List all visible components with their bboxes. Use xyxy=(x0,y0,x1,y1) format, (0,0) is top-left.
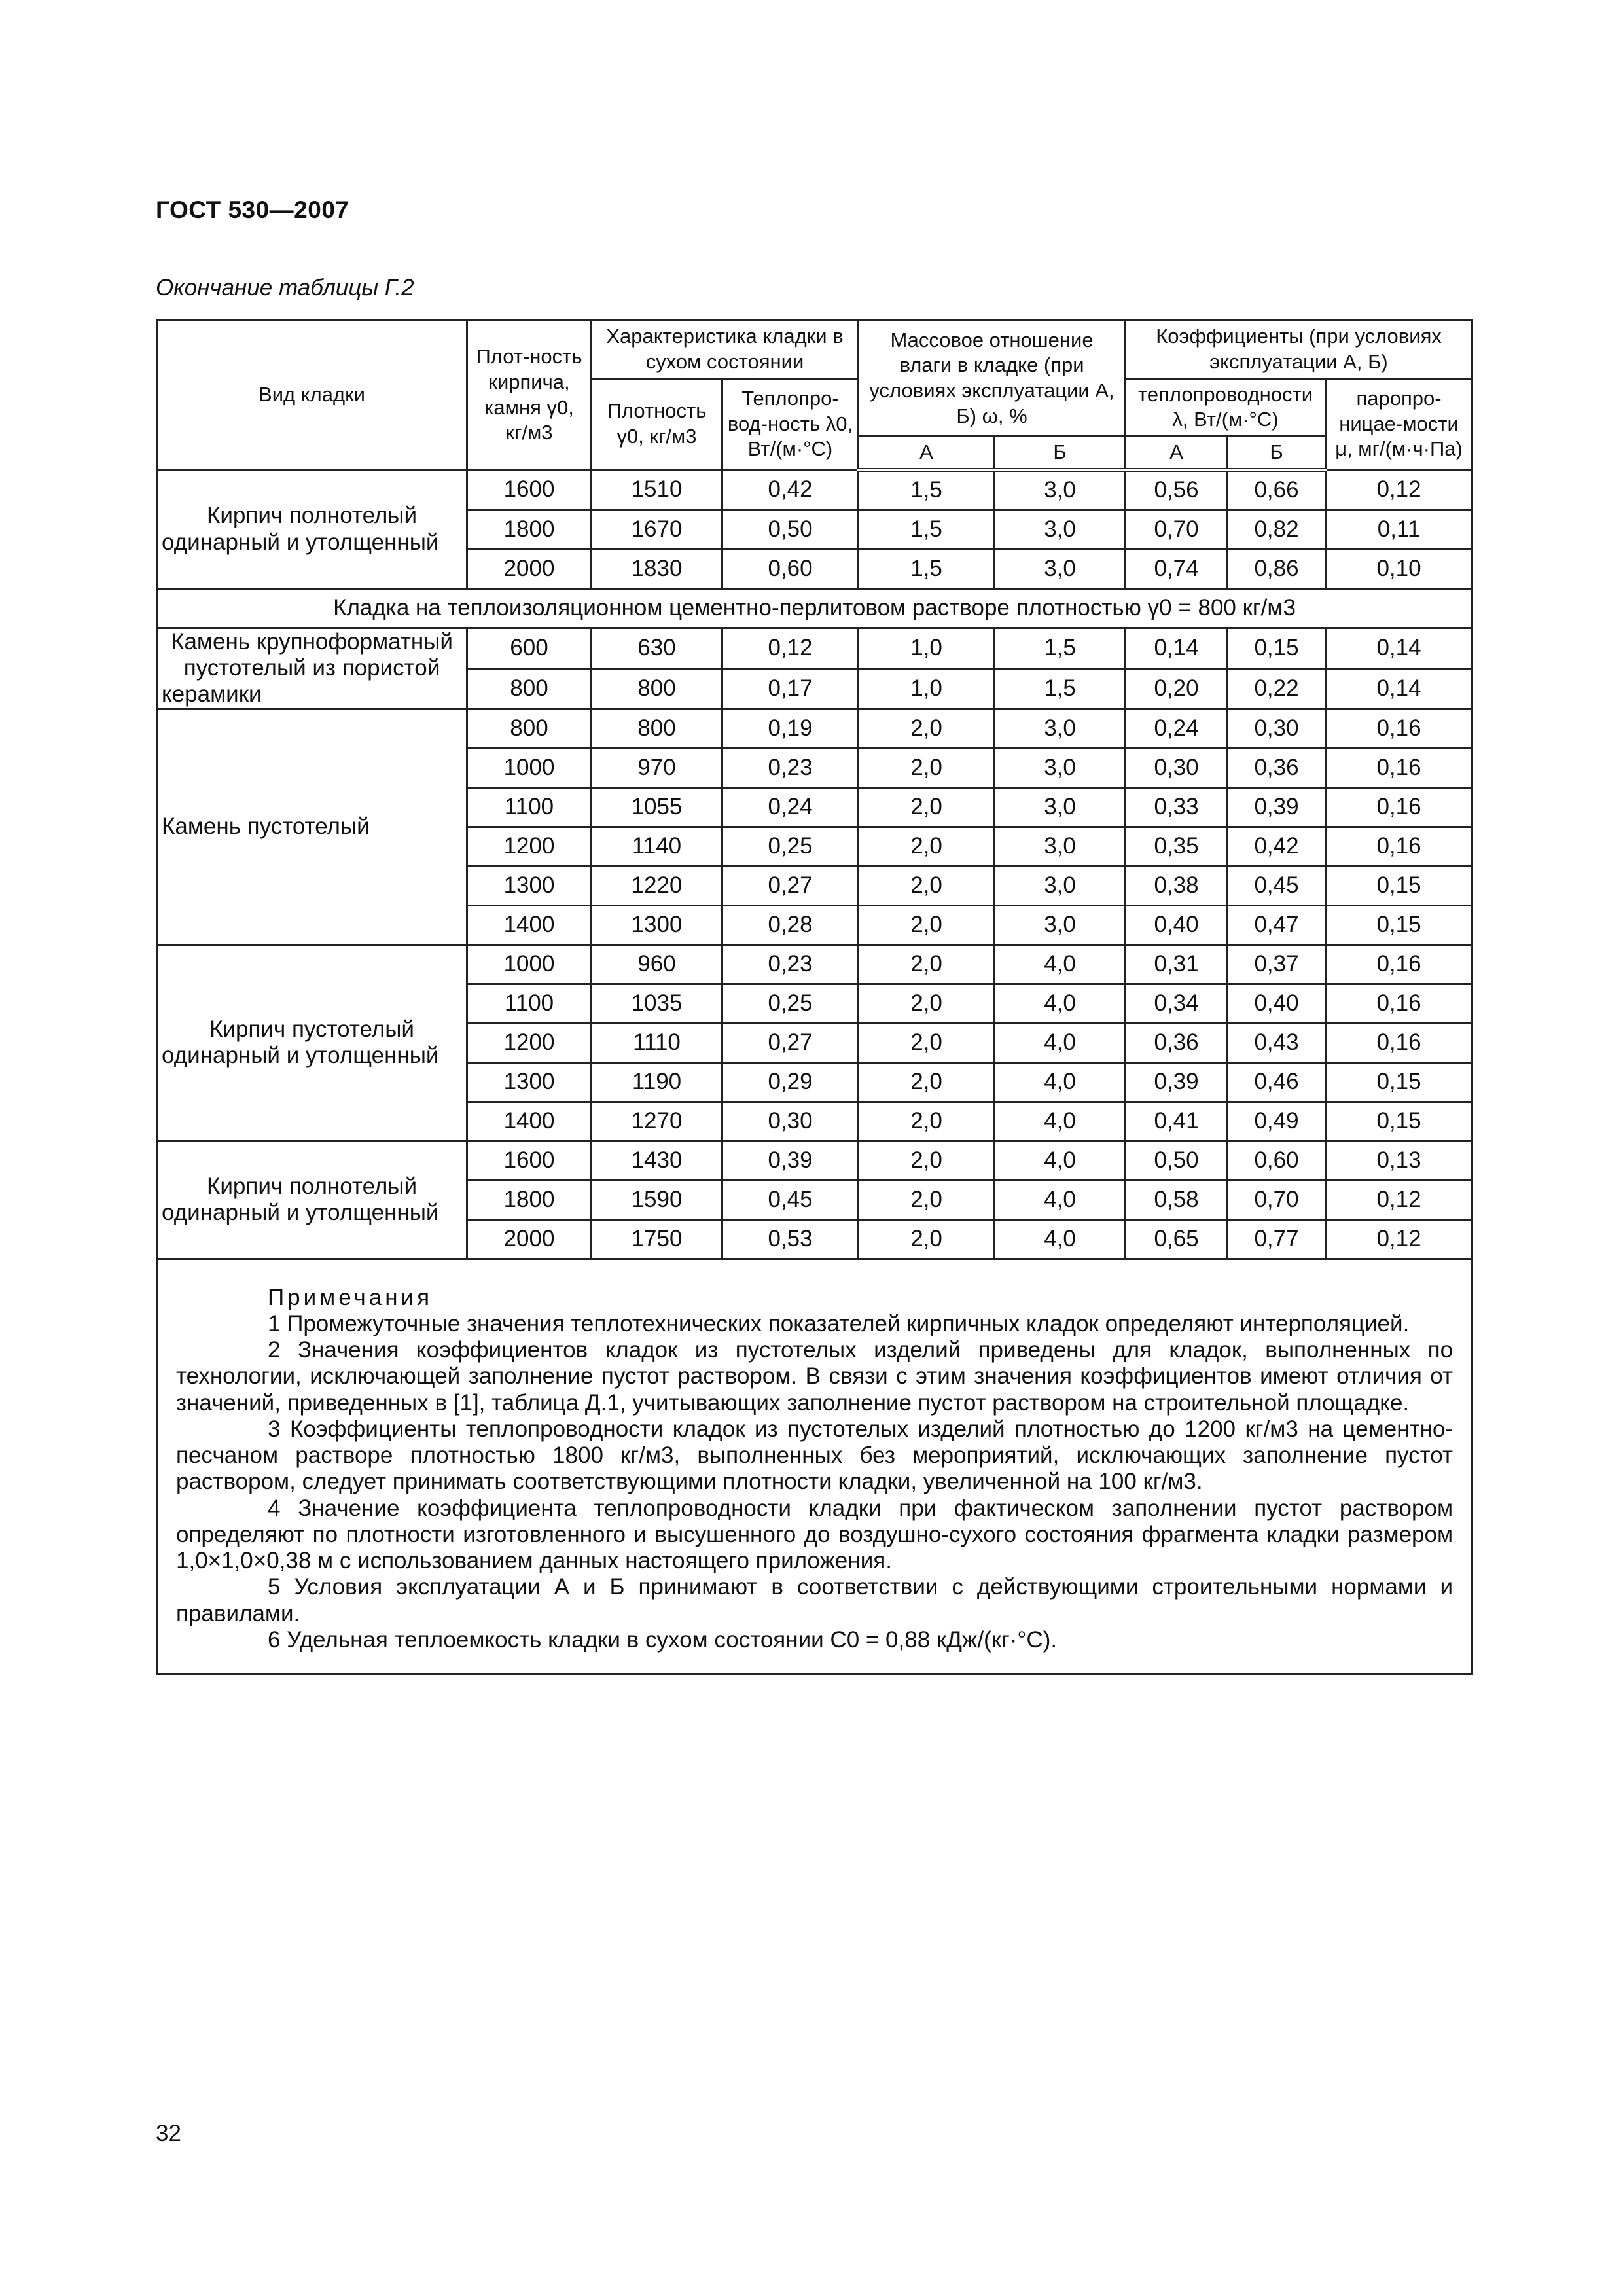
table-cell: 0,35 xyxy=(1126,827,1228,866)
table-cell: 3,0 xyxy=(995,905,1126,944)
table-cell: 0,27 xyxy=(722,1023,859,1062)
table-cell: 4,0 xyxy=(995,1141,1126,1180)
head-vapor: паропро-ницае-мости μ, мг/(м·ч·Па) xyxy=(1326,378,1472,470)
table-cell: 1590 xyxy=(592,1180,722,1219)
table-cell: 1035 xyxy=(592,984,722,1023)
table-cell: 0,50 xyxy=(1126,1141,1228,1180)
span-row xyxy=(157,588,1472,628)
table-cell: 2000 xyxy=(467,1219,592,1259)
head-conductivity: теплопроводности λ, Вт/(м·°С) xyxy=(1126,378,1326,437)
table-cell: 4,0 xyxy=(995,1180,1126,1219)
table-cell: 0,14 xyxy=(1326,668,1472,709)
table-cell: 0,22 xyxy=(1228,668,1326,709)
table-cell: 0,16 xyxy=(1326,984,1472,1023)
table-cell: 3,0 xyxy=(995,709,1126,748)
table-cell: 0,25 xyxy=(722,984,859,1023)
table-cell: 1,5 xyxy=(995,668,1126,709)
head-moisture-b: Б xyxy=(995,437,1126,470)
table-cell: 0,74 xyxy=(1126,549,1228,588)
table-cell: 0,86 xyxy=(1228,549,1326,588)
table-cell: 800 xyxy=(467,668,592,709)
table-cell: 1000 xyxy=(467,944,592,984)
table-cell: 1800 xyxy=(467,510,592,549)
note-3: 3 Коэффициенты теплопроводности кладок из пустотелых изделий плотностью до 1200 кг/м3 на цементно-песчаном растворе плотностью 1800 кг/м3, выполненных без мероприятий, исключающих заполнение пустот раствором, следует принимать соответствующими плотности кладки, увеличенной на 100 кг/м3. xyxy=(176,1416,1454,1495)
table-cell: 0,45 xyxy=(722,1180,859,1219)
table-cell: 3,0 xyxy=(995,827,1126,866)
table-cell: 1000 xyxy=(467,748,592,787)
table-cell: 0,37 xyxy=(1228,944,1326,984)
table-cell: 0,16 xyxy=(1326,944,1472,984)
table-cell: 0,15 xyxy=(1228,628,1326,668)
table-cell: 0,65 xyxy=(1126,1219,1228,1259)
table-cell: 0,23 xyxy=(722,944,859,984)
masonry-kind: Кирпич полнотелый одинарный и утолщенный xyxy=(157,470,467,589)
table-cell: 0,11 xyxy=(1326,510,1472,549)
table-cell: 0,24 xyxy=(722,787,859,827)
table-cell: 0,70 xyxy=(1126,510,1228,549)
table-cell: 0,16 xyxy=(1326,748,1472,787)
table-row xyxy=(157,709,1472,748)
table-cell: 0,39 xyxy=(1126,1062,1228,1102)
table-cell: 1200 xyxy=(467,827,592,866)
table-cell: 1,5 xyxy=(995,628,1126,668)
table-cell: 0,41 xyxy=(1126,1102,1228,1141)
head-dry-conductivity: Теплопро-вод-ность λ0, Вт/(м·°С) xyxy=(722,378,859,470)
table-cell: 1100 xyxy=(467,984,592,1023)
table-cell: 1110 xyxy=(592,1023,722,1062)
table-cell: 0,77 xyxy=(1228,1219,1326,1259)
table-cell: 3,0 xyxy=(995,787,1126,827)
table-cell: 0,13 xyxy=(1326,1141,1472,1180)
table-cell: 4,0 xyxy=(995,1219,1126,1259)
table-row xyxy=(157,944,1472,984)
table-cell: 0,15 xyxy=(1326,1062,1472,1102)
table-cell: 0,50 xyxy=(722,510,859,549)
masonry-kind: Кирпич полнотелый одинарный и утолщенный xyxy=(157,1141,467,1259)
table-caption: Окончание таблицы Г.2 xyxy=(156,275,414,300)
table-cell: 0,46 xyxy=(1228,1062,1326,1102)
table-cell: 3,0 xyxy=(995,470,1126,511)
table-cell: 1400 xyxy=(467,905,592,944)
table-cell: 0,31 xyxy=(1126,944,1228,984)
table-row xyxy=(157,628,1472,668)
table-cell: 0,49 xyxy=(1228,1102,1326,1141)
table-cell: 0,16 xyxy=(1326,709,1472,748)
table-cell: 0,70 xyxy=(1228,1180,1326,1219)
table-cell: 1600 xyxy=(467,470,592,511)
table-cell: 2,0 xyxy=(859,1062,995,1102)
table-cell: 2000 xyxy=(467,549,592,588)
table-cell: 1100 xyxy=(467,787,592,827)
table-row xyxy=(157,1141,1472,1180)
table-cell: 1800 xyxy=(467,1180,592,1219)
masonry-kind: Кирпич пустотелый одинарный и утолщенный xyxy=(157,944,467,1141)
table-cell: 3,0 xyxy=(995,866,1126,905)
table-cell: 4,0 xyxy=(995,1062,1126,1102)
table-cell: 1830 xyxy=(592,549,722,588)
table-cell: 0,23 xyxy=(722,748,859,787)
table-cell: 1600 xyxy=(467,1141,592,1180)
table-cell: 0,66 xyxy=(1228,470,1326,511)
note-5: 5 Условия эксплуатации А и Б принимают в соответствии с действующими строительными нормами и правилами. xyxy=(176,1574,1454,1626)
table-cell: 630 xyxy=(592,628,722,668)
table-cell: 800 xyxy=(467,709,592,748)
table-cell: 0,28 xyxy=(722,905,859,944)
table-cell: 2,0 xyxy=(859,905,995,944)
table-cell: 4,0 xyxy=(995,984,1126,1023)
span-row-text: Кладка на теплоизоляционном цементно-перлитовом растворе плотностью γ0 = 800 кг/м3 xyxy=(157,588,1472,628)
table-cell: 1400 xyxy=(467,1102,592,1141)
table-cell: 1270 xyxy=(592,1102,722,1141)
head-cond-a: А xyxy=(1126,437,1228,470)
table-cell: 2,0 xyxy=(859,709,995,748)
table-cell: 0,14 xyxy=(1326,628,1472,668)
table-cell: 0,19 xyxy=(722,709,859,748)
table-row xyxy=(157,470,1472,511)
table-cell: 0,42 xyxy=(722,470,859,511)
table-cell: 1,5 xyxy=(859,510,995,549)
note-6: 6 Удельная теплоемкость кладки в сухом состоянии С0 = 0,88 кДж/(кг·°С). xyxy=(268,1626,1058,1653)
notes-box xyxy=(157,1259,1472,1674)
table-cell: 1055 xyxy=(592,787,722,827)
table-cell: 1190 xyxy=(592,1062,722,1102)
table-cell: 2,0 xyxy=(859,748,995,787)
table-cell: 0,56 xyxy=(1126,470,1228,511)
table-cell: 0,53 xyxy=(722,1219,859,1259)
table-cell: 0,16 xyxy=(1326,1023,1472,1062)
masonry-kind: Камень крупноформатный пустотелый из пористой керамики xyxy=(157,628,467,709)
table-cell: 0,42 xyxy=(1228,827,1326,866)
table-cell: 0,12 xyxy=(722,628,859,668)
table-cell: 2,0 xyxy=(859,866,995,905)
table-cell: 0,60 xyxy=(722,549,859,588)
table-cell: 0,16 xyxy=(1326,827,1472,866)
head-dry-group: Характеристика кладки в сухом состоянии xyxy=(592,321,859,379)
table-cell: 0,36 xyxy=(1228,748,1326,787)
table-cell: 3,0 xyxy=(995,549,1126,588)
table-cell: 0,40 xyxy=(1126,905,1228,944)
table-cell: 0,45 xyxy=(1228,866,1326,905)
table-cell: 4,0 xyxy=(995,944,1126,984)
table-cell: 1,5 xyxy=(859,549,995,588)
table-cell: 2,0 xyxy=(859,1141,995,1180)
table-cell: 1300 xyxy=(467,1062,592,1102)
table-cell: 0,14 xyxy=(1126,628,1228,668)
table-cell: 1,0 xyxy=(859,628,995,668)
table-cell: 0,30 xyxy=(1228,709,1326,748)
table-cell: 0,16 xyxy=(1326,787,1472,827)
table-cell: 1300 xyxy=(592,905,722,944)
table-cell: 0,12 xyxy=(1326,470,1472,511)
table-cell: 1,5 xyxy=(859,470,995,511)
table-cell: 0,30 xyxy=(1126,748,1228,787)
table-cell: 960 xyxy=(592,944,722,984)
document-header: ГОСТ 530—2007 xyxy=(156,196,349,223)
table-cell: 0,17 xyxy=(722,668,859,709)
table-cell: 0,30 xyxy=(722,1102,859,1141)
table-cell: 0,20 xyxy=(1126,668,1228,709)
note-1: 1 Промежуточные значения теплотехнических показателей кирпичных кладок определяют интерполяцией. xyxy=(268,1310,1410,1336)
head-kind: Вид кладки xyxy=(157,321,467,470)
table-cell: 0,12 xyxy=(1326,1180,1472,1219)
note-4: 4 Значение коэффициента теплопроводности кладки при фактическом заполнении пустот раствором определяют по плотности изготовленного и высушенного до воздушно-сухого состояния фрагмента кладки размером 1,0×1,0×0,38 м с использованием данных настоящего приложения. xyxy=(176,1495,1454,1573)
table-cell: 2,0 xyxy=(859,944,995,984)
table-cell: 1,0 xyxy=(859,668,995,709)
table-cell: 0,34 xyxy=(1126,984,1228,1023)
table-cell: 1510 xyxy=(592,470,722,511)
head-dry-density: Плотность γ0, кг/м3 xyxy=(592,378,722,470)
table-cell: 1220 xyxy=(592,866,722,905)
table-cell: 0,43 xyxy=(1228,1023,1326,1062)
thermal-table xyxy=(156,319,1473,1675)
table-cell: 0,60 xyxy=(1228,1141,1326,1180)
table-cell: 0,39 xyxy=(1228,787,1326,827)
head-brick-density: Плот-ность кирпича, камня γ0, кг/м3 xyxy=(467,321,592,470)
table-cell: 1300 xyxy=(467,866,592,905)
table-cell: 2,0 xyxy=(859,1102,995,1141)
notes-heading: Примечания xyxy=(268,1284,433,1310)
table-cell: 2,0 xyxy=(859,1219,995,1259)
table-cell: 0,15 xyxy=(1326,1102,1472,1141)
head-cond-b: Б xyxy=(1228,437,1326,470)
table-body xyxy=(157,470,1472,1259)
table-cell: 970 xyxy=(592,748,722,787)
table-cell: 0,27 xyxy=(722,866,859,905)
table-cell: 600 xyxy=(467,628,592,668)
page-number: 32 xyxy=(156,2121,181,2146)
masonry-kind: Камень пустотелый xyxy=(157,709,467,944)
table-cell: 1140 xyxy=(592,827,722,866)
table-cell: 1670 xyxy=(592,510,722,549)
table-cell: 4,0 xyxy=(995,1023,1126,1062)
table-cell: 0,24 xyxy=(1126,709,1228,748)
table-cell: 0,15 xyxy=(1326,866,1472,905)
table-cell: 0,40 xyxy=(1228,984,1326,1023)
table-cell: 0,36 xyxy=(1126,1023,1228,1062)
table-cell: 1750 xyxy=(592,1219,722,1259)
note-2: 2 Значения коэффициентов кладок из пустотелых изделий приведены для кладок, выполненных по технологии, исключающей заполнение пустот раствором. В связи с этим значения коэффициентов имеют отличия от значений, приведенных в [1], таблица Д.1, учитывающих заполнение пустот раствором на строительной площадке. xyxy=(176,1337,1454,1416)
table-cell: 800 xyxy=(592,668,722,709)
table-cell: 0,47 xyxy=(1228,905,1326,944)
head-coef-group: Коэффициенты (при условиях эксплуатации А, Б) xyxy=(1126,321,1472,379)
table-cell: 0,15 xyxy=(1326,905,1472,944)
table-cell: 4,0 xyxy=(995,1102,1126,1141)
head-moisture-a: А xyxy=(859,437,995,470)
head-moisture-group: Массовое отношение влаги в кладке (при условиях эксплуатации А, Б) ω, % xyxy=(859,321,1126,437)
table-cell: 0,29 xyxy=(722,1062,859,1102)
table-cell: 3,0 xyxy=(995,748,1126,787)
table-cell: 1430 xyxy=(592,1141,722,1180)
table-cell: 2,0 xyxy=(859,984,995,1023)
table-cell: 800 xyxy=(592,709,722,748)
table-cell: 0,38 xyxy=(1126,866,1228,905)
table-cell: 3,0 xyxy=(995,510,1126,549)
table-cell: 0,12 xyxy=(1326,1219,1472,1259)
table-cell: 2,0 xyxy=(859,787,995,827)
table-cell: 1200 xyxy=(467,1023,592,1062)
table-cell: 2,0 xyxy=(859,827,995,866)
table-cell: 0,33 xyxy=(1126,787,1228,827)
table-cell: 0,25 xyxy=(722,827,859,866)
table-cell: 2,0 xyxy=(859,1023,995,1062)
table-cell: 0,58 xyxy=(1126,1180,1228,1219)
table-cell: 0,10 xyxy=(1326,549,1472,588)
table-cell: 0,39 xyxy=(722,1141,859,1180)
table-cell: 2,0 xyxy=(859,1180,995,1219)
table-cell: 0,82 xyxy=(1228,510,1326,549)
